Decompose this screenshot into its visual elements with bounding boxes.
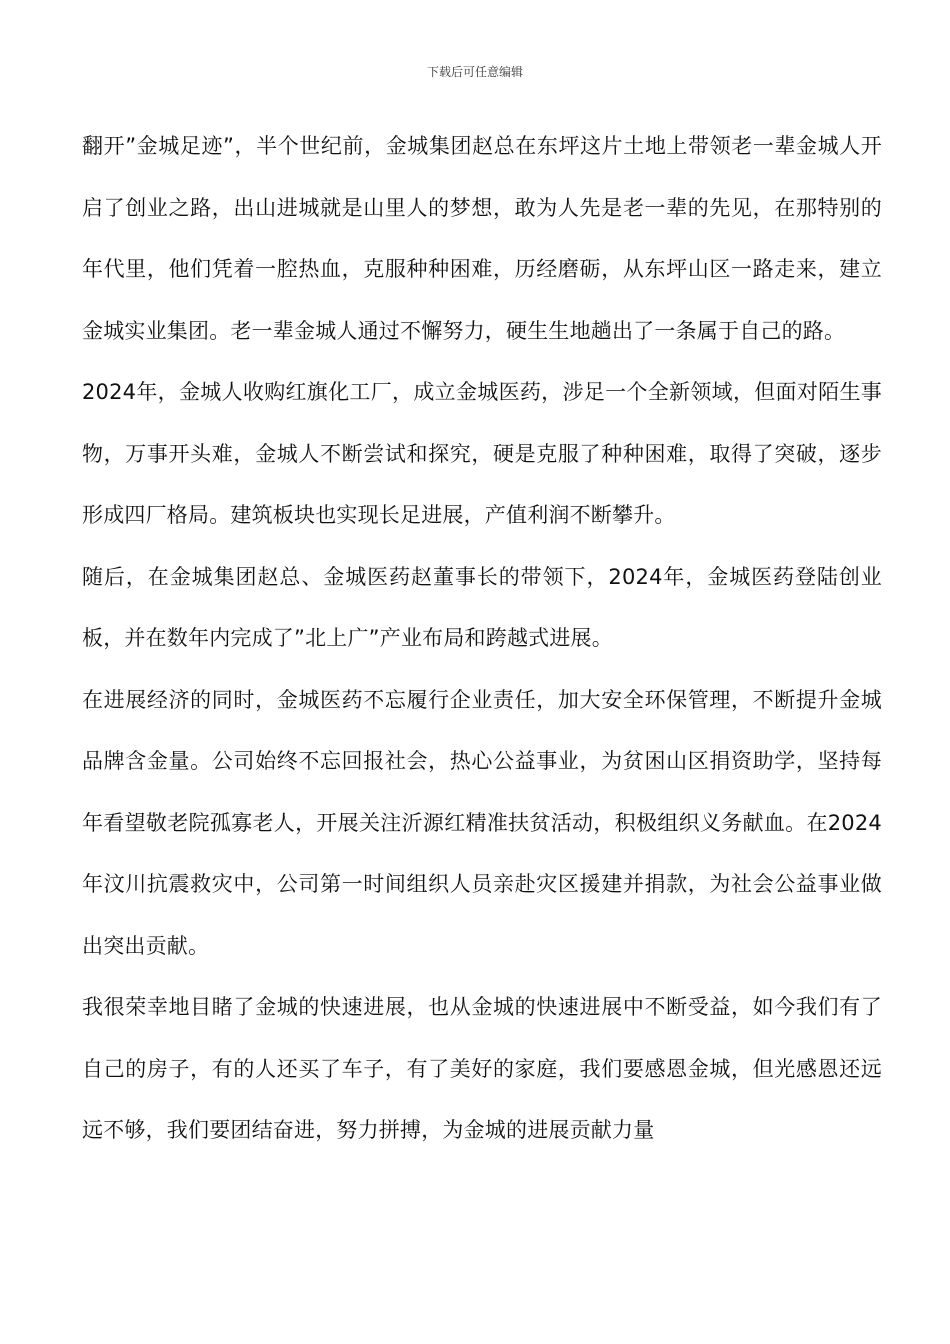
paragraph-2: 2024年，金城人收购红旗化工厂，成立金城医药，涉足一个全新领域，但面对陌生事物，万事开头难，金城人不断尝试和探究，硬是克服了种种困难，取得了突破，逐步形成四厂格局。建筑板块也实现长足进展，产值利润不断攀升。 (82, 380, 882, 527)
page-header: 下载后可任意编辑 (426, 65, 523, 79)
paragraph-1: 翻开”金城足迹”，半个世纪前，金城集团赵总在东坪这片土地上带领老一辈金城人开启了创业之路，出山进城就是山里人的梦想，敢为人先是老一辈的先见，在那特别的年代里，他们凭着一腔热血，克服种种困难，历经磨砺，从东坪山区一路走来，建立金城实业集团。老一辈金城人通过不懈努力，硬生生地趟出了一条属于自己的路。 (82, 134, 882, 343)
document-body (82, 116, 882, 1162)
paragraph-3: 随后，在金城集团赵总、金城医药赵董事长的带领下，2024年，金城医药登陆创业板，并在数年内完成了”北上广”产业布局和跨越式进展。 (82, 564, 882, 650)
paragraph-5: 我很荣幸地目睹了金城的快速进展，也从金城的快速进展中不断受益，如今我们有了自己的房子，有的人还买了车子，有了美好的家庭，我们要感恩金城，但光感恩还远远不够，我们要团结奋进，努力拼搏，为金城的进展贡献力量 (82, 995, 882, 1142)
paragraph-4: 在进展经济的同时，金城医药不忘履行企业责任，加大安全环保管理，不断提升金城品牌含金量。公司始终不忘回报社会，热心公益事业，为贫困山区捐资助学，坚持每年看望敬老院孤寡老人，开展关注沂源红精准扶贫活动，积极组织义务献血。在2024年汶川抗震救灾中，公司第一时间组织人员亲赴灾区援建并捐款，为社会公益事业做出突出贡献。 (82, 687, 882, 958)
